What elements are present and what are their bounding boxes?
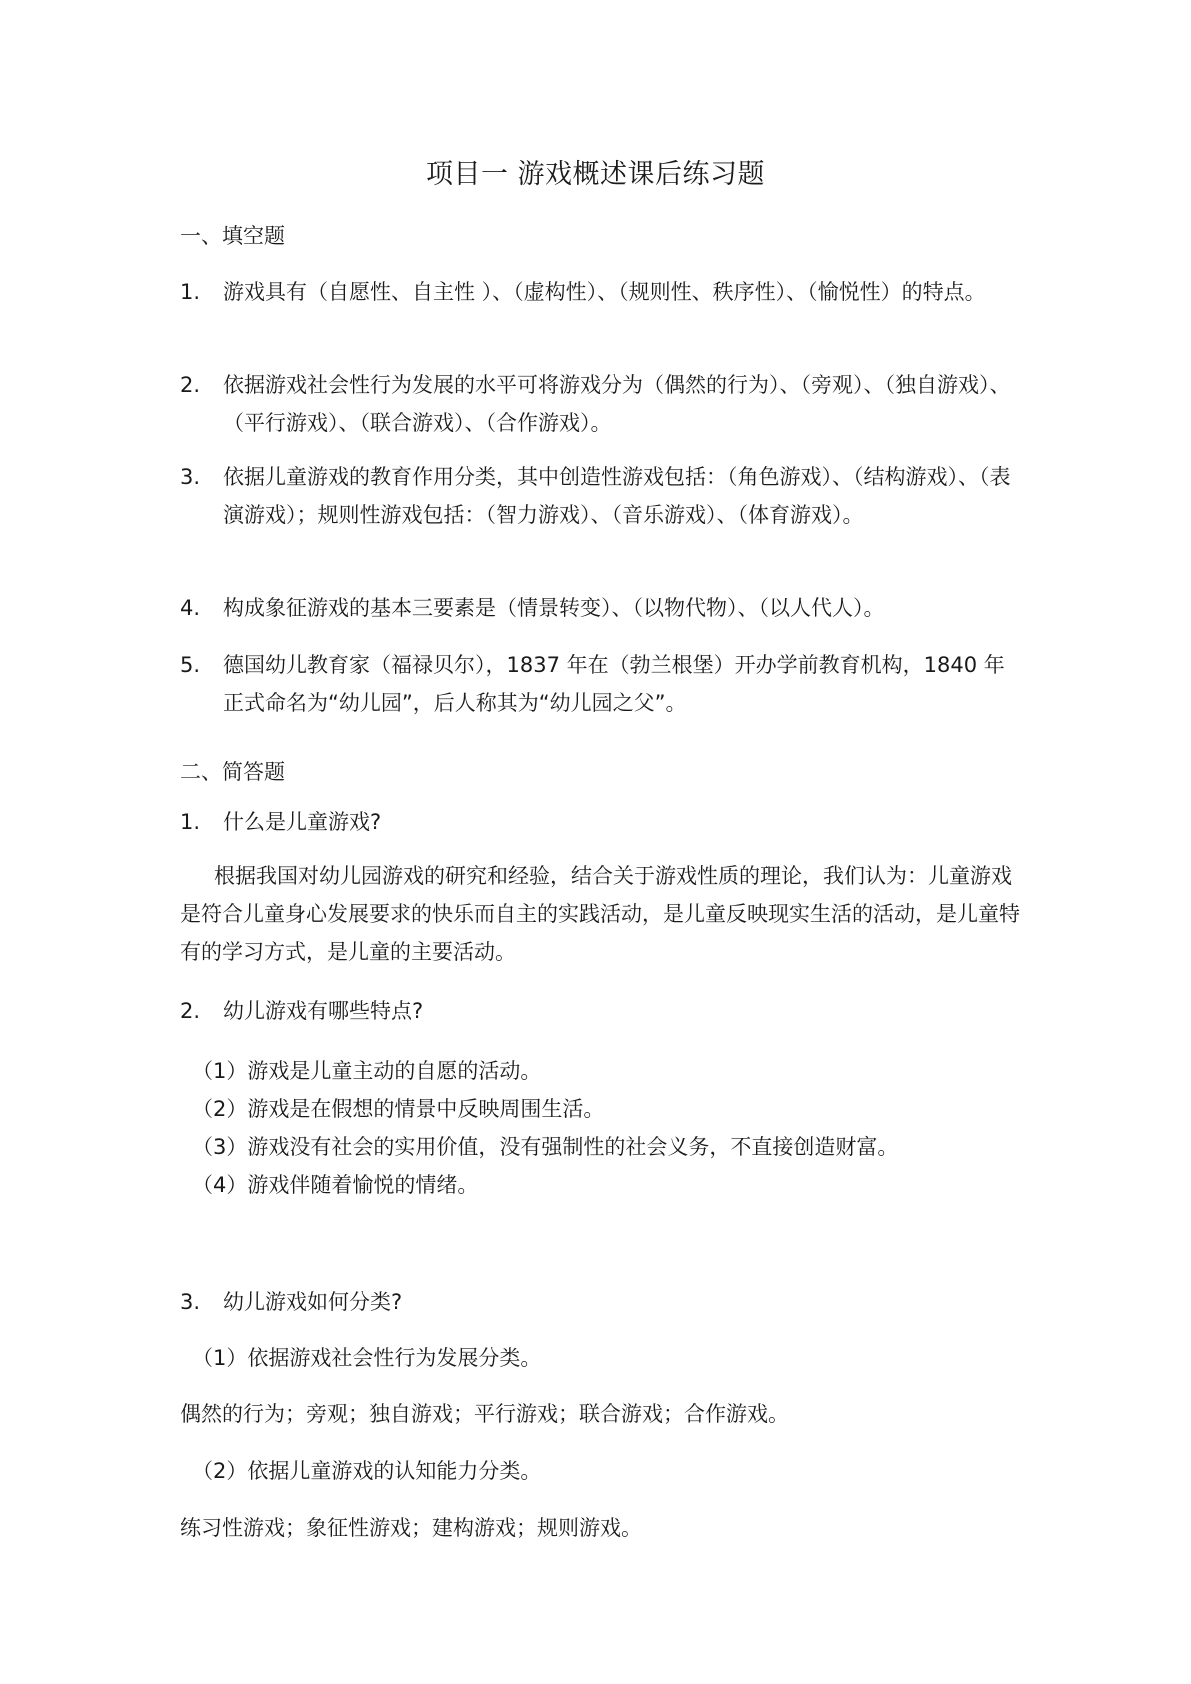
question-text: 幼儿游戏有哪些特点?	[223, 999, 424, 1023]
item-number: 2.	[180, 373, 201, 397]
fill-blank-item	[180, 458, 1020, 534]
item-text: 依据游戏社会性行为发展的水平可将游戏分为（偶然的行为）、（旁观）、（独自游戏）、（平行游戏）、（联合游戏）、（合作游戏）。	[223, 373, 1011, 435]
question-text: 什么是儿童游戏?	[223, 810, 382, 834]
answer-paragraph: 根据我国对幼儿园游戏的研究和经验，结合关于游戏性质的理论，我们认为：儿童游戏是符合儿童身心发展要求的快乐而自主的实践活动，是儿童反映现实生活的活动，是儿童特有的学习方式，是儿童的主要活动。	[180, 864, 1020, 964]
section-heading-short-answer: 二、简答题	[180, 760, 285, 784]
question-2	[180, 992, 1020, 1030]
fill-blank-item	[180, 589, 1020, 627]
fill-blank-item	[180, 646, 1020, 722]
category-list: 偶然的行为；旁观；独自游戏；平行游戏；联合游戏；合作游戏。	[180, 1402, 789, 1426]
answer-point: （1）游戏是儿童主动的自愿的活动。	[192, 1059, 542, 1083]
fill-blank-item	[180, 366, 1020, 442]
question-text: 幼儿游戏如何分类?	[223, 1290, 403, 1314]
category-title: （1）依据游戏社会性行为发展分类。	[192, 1346, 542, 1370]
category-list: 练习性游戏；象征性游戏；建构游戏；规则游戏。	[180, 1516, 642, 1540]
fill-blank-item	[180, 273, 1020, 311]
answer-point: （2）游戏是在假想的情景中反映周围生活。	[192, 1097, 605, 1121]
category-title: （2）依据儿童游戏的认知能力分类。	[192, 1459, 542, 1483]
item-number: 1.	[180, 280, 201, 304]
item-number: 3.	[180, 465, 201, 489]
item-text: 游戏具有（自愿性、自主性 ）、（虚构性）、（规则性、秩序性）、（愉悦性）的特点。	[223, 280, 986, 304]
item-text: 德国幼儿教育家（福禄贝尔），1837 年在（勃兰根堡）开办学前教育机构，1840 年正式命名为“幼儿园”，后人称其为“幼儿园之父”。	[223, 653, 1005, 715]
item-number: 5.	[180, 653, 201, 677]
question-number: 2.	[180, 999, 201, 1023]
item-text: 构成象征游戏的基本三要素是（情景转变）、（以物代物）、（以人代人）。	[223, 596, 885, 620]
section-heading-fill-blank: 一、填空题	[180, 224, 285, 248]
question-number: 3.	[180, 1290, 201, 1314]
answer-point: （3）游戏没有社会的实用价值，没有强制性的社会义务，不直接创造财富。	[192, 1135, 899, 1159]
item-text: 依据儿童游戏的教育作用分类，其中创造性游戏包括：（角色游戏）、（结构游戏）、（表演游戏）；规则性游戏包括：（智力游戏）、（音乐游戏）、（体育游戏）。	[223, 465, 1011, 527]
item-number: 4.	[180, 596, 201, 620]
question-3	[180, 1283, 1020, 1321]
answer-point: （4）游戏伴随着愉悦的情绪。	[192, 1173, 479, 1197]
question-1	[180, 803, 1020, 841]
question-number: 1.	[180, 810, 201, 834]
page-title: 项目一 游戏概述课后练习题	[425, 159, 766, 190]
